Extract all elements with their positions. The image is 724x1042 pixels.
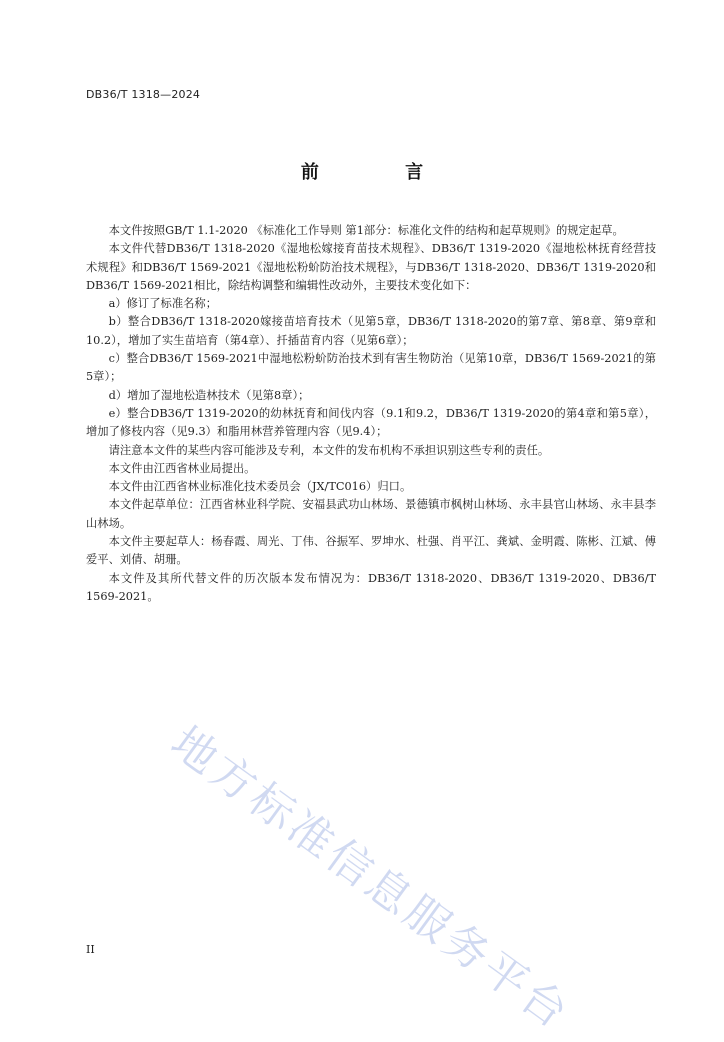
change-item-d: d）增加了湿地松造林技术（见第8章）； <box>108 388 310 402</box>
paragraph-proposer: 本文件由江西省林业局提出。 <box>108 461 256 475</box>
paragraph-patent-notice: 请注意本文件的某些内容可能涉及专利，本文件的发布机构不承担识别这些专利的责任。 <box>108 443 550 457</box>
watermark: 地方标准信息服务平台 <box>161 716 580 1041</box>
paragraph-drafting-units: 本文件起草单位：江西省林业科学院、安福县武功山林场、景德镇市枫树山林场、永丰县官山林场、永丰县李山林场。 <box>86 498 656 530</box>
paragraph-version-history: 本文件及其所代替文件的历次版本发布情况为：DB36/T 1318-2020、DB36/T 1319-2020、DB36/T 1569-2021。 <box>86 571 656 603</box>
change-item-c: c）整合DB36/T 1569-2021中湿地松粉蚧防治技术到有害生物防治（见第10章，DB36/T 1569-2021的第5章）； <box>86 352 656 384</box>
paragraph-standard-basis: 本文件按照GB/T 1.1-2020 《标准化工作导则 第1部分：标准化文件的结构和起草规则》的规定起草。 <box>108 224 624 237</box>
paragraph-replacement: 本文件代替DB36/T 1318-2020《湿地松嫁接育苗技术规程》、DB36/T 1319-2020《湿地松林抚育经营技术规程》和DB36/T 1569-2021《湿地松粉蚧防治技术规程》，与DB36/T 1318-2020、DB36/T 1319-2020和DB36/T 1569-2021相比，除结构调整和编辑性改动外，主要技术变化如下： <box>86 242 656 292</box>
document-number: DB36/T 1318—2024 <box>86 88 201 101</box>
foreword-body <box>86 222 656 606</box>
page-number: II <box>86 943 95 956</box>
change-item-b: b）整合DB36/T 1318-2020嫁接苗培育技术（见第5章，DB36/T 1318-2020的第7章、第8章、第9章和10.2），增加了实生苗培育（第4章）、扦插苗育内容（见第6章）； <box>86 315 656 347</box>
page-title: 前 言 <box>300 162 464 183</box>
change-item-a: a）修订了标准名称； <box>108 297 218 311</box>
paragraph-committee: 本文件由江西省林业标准化技术委员会（JX/TC016）归口。 <box>108 480 412 494</box>
change-item-e: e）整合DB36/T 1319-2020的幼林抚育和间伐内容（9.1和9.2，DB36/T 1319-2020的第4章和第5章），增加了修枝内容（见9.3）和脂用林营养管理内容（见9.4）； <box>86 406 656 439</box>
paragraph-drafters: 本文件主要起草人：杨春霞、周光、丁伟、谷振军、罗坤水、杜强、肖平江、龚斌、金明霞、陈彬、江斌、傅爱平、刘倩、胡珊。 <box>86 535 656 567</box>
